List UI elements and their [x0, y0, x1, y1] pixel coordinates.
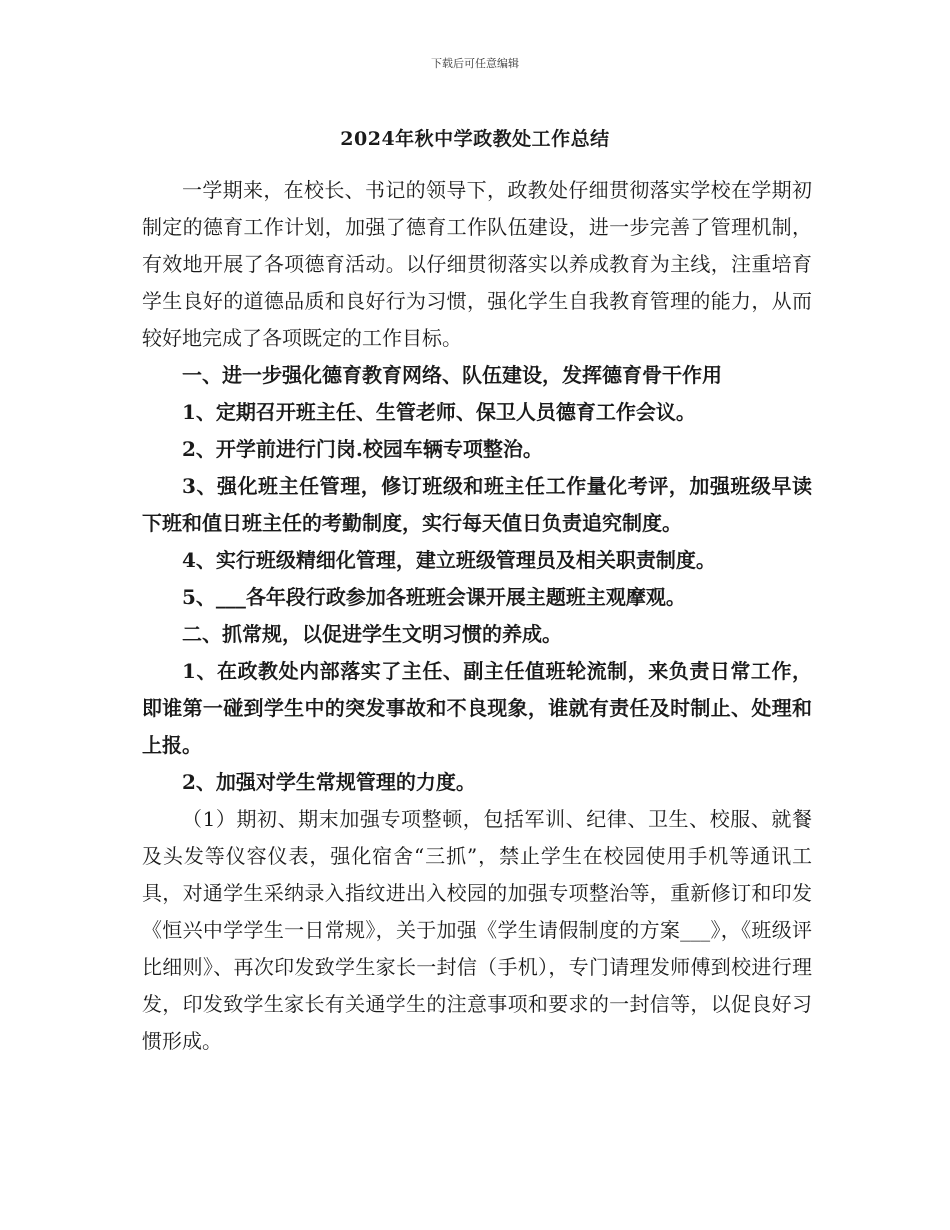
paragraph: 3、强化班主任管理，修订班级和班主任工作量化考评，加强班级早读下班和值日班主任的考勤制度，实行每天值日负责追究制度。: [142, 474, 812, 535]
section-heading: 一、进一步强化德育教育网络、队伍建设，发挥德育骨干作用: [182, 363, 722, 387]
section-heading: 二、抓常规，以促进学生文明习惯的养成。: [182, 622, 562, 646]
header-note: 下载后可任意编辑: [431, 57, 519, 70]
paragraph: 2、开学前进行门岗.校园车辆专项整治。: [182, 437, 543, 461]
paragraph: 一学期来，在校长、书记的领导下，政教处仔细贯彻落实学校在学期初制定的德育工作计划，加强了德育工作队伍建设，进一步完善了管理机制，有效地开展了各项德育活动。以仔细贯彻落实以养成教育为主线，注重培育学生良好的道德品质和良好行为习惯，强化学生自我教育管理的能力，从而较好地完成了各项既定的工作目标。: [142, 178, 812, 350]
paragraph: 1、在政教处内部落实了主任、副主任值班轮流制，来负责日常工作，即谁第一碰到学生中的突发事故和不良现象，谁就有责任及时制止、处理和上报。: [142, 659, 812, 757]
paragraph: （1）期初、期末加强专项整顿，包括军训、纪律、卫生、校服、就餐及头发等仪容仪表，强化宿舍“三抓”，禁止学生在校园使用手机等通讯工具，对通学生采纳录入指纹进出入校园的加强专项整治等，重新修订和印发《恒兴中学学生一日常规》，关于加强《学生请假制度的方案___》，《班级评比细则》、再次印发致学生家长一封信（手机），专门请理发师傅到校进行理发，印发致学生家长有关通学生的注意事项和要求的一封信等，以促良好习惯形成。: [142, 807, 812, 1053]
paragraph: 5、___各年段行政参加各班班会课开展主题班主观摩观。: [182, 585, 686, 609]
paragraph: 1、定期召开班主任、生管老师、保卫人员德育工作会议。: [182, 400, 696, 424]
document-body: [142, 172, 812, 1060]
paragraph: 4、实行班级精细化管理，建立班级管理员及相关职责制度。: [182, 548, 716, 572]
paragraph: 2、加强对学生常规管理的力度。: [182, 770, 476, 794]
document-title: 2024年秋中学政教处工作总结: [340, 128, 610, 150]
